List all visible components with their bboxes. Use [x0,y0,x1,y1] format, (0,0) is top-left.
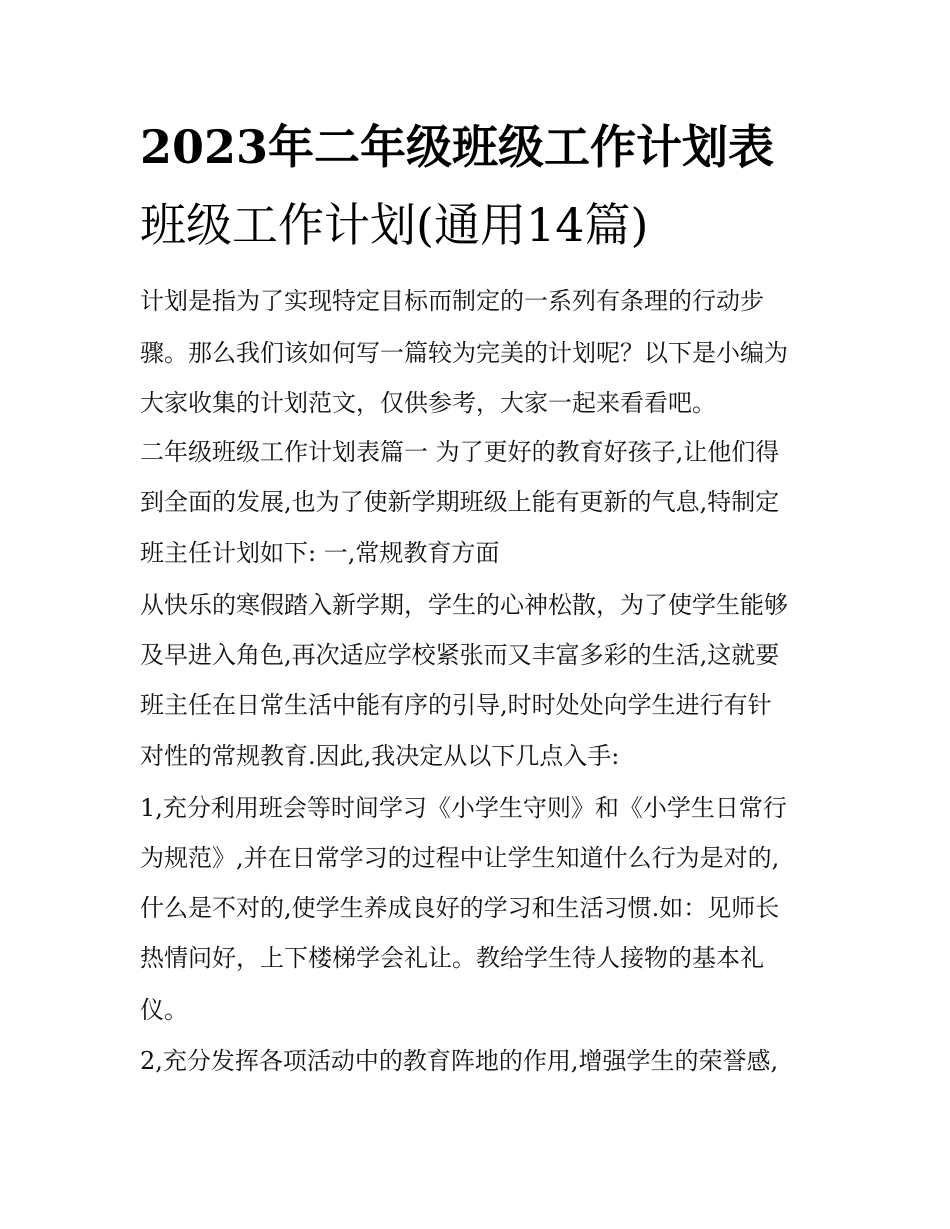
body-line: 什么是不对的,使学生养成良好的学习和生活习惯.如：见师长 [140,894,780,922]
body-line: 大家收集的计划范文，仅供参考，大家一起来看看吧。 [140,389,716,417]
body-line: 热情问好，上下楼梯学会礼让。教给学生待人接物的基本礼 [140,944,764,972]
body-line: 对性的常规教育.因此,我决定从以下几点入手: [140,742,620,770]
body-line: 二年级班级工作计划表篇一 为了更好的教育好孩子,让他们得 [140,438,780,466]
document-title-line-2: 班级工作计划(通用14篇) [140,198,649,252]
document-title-line-1: 2023年二年级班级工作计划表 [140,120,775,174]
body-line: 仪。 [140,996,188,1024]
body-line: 班主任计划如下: 一,常规教育方面 [140,539,500,567]
body-line: 为规范》,并在日常学习的过程中让学生知道什么行为是对的, [140,844,780,872]
body-line: 计划是指为了实现特定目标而制定的一系列有条理的行动步 [140,287,764,315]
body-line: 骤。那么我们该如何写一篇较为完美的计划呢？以下是小编为 [140,339,788,367]
body-line: 2,充分发挥各项活动中的教育阵地的作用,增强学生的荣誉感, [140,1047,779,1075]
body-line: 及早进入角色,再次适应学校紧张而又丰富多彩的生活,这就要 [140,641,780,669]
body-line: 到全面的发展,也为了使新学期班级上能有更新的气息,特制定 [140,488,780,516]
body-line: 1,充分利用班会等时间学习《小学生守则》和《小学生日常行 [140,794,787,822]
body-line: 从快乐的寒假踏入新学期，学生的心神松散，为了使学生能够 [140,591,788,619]
body-line: 班主任在日常生活中能有序的引导,时时处处向学生进行有针 [140,691,772,719]
